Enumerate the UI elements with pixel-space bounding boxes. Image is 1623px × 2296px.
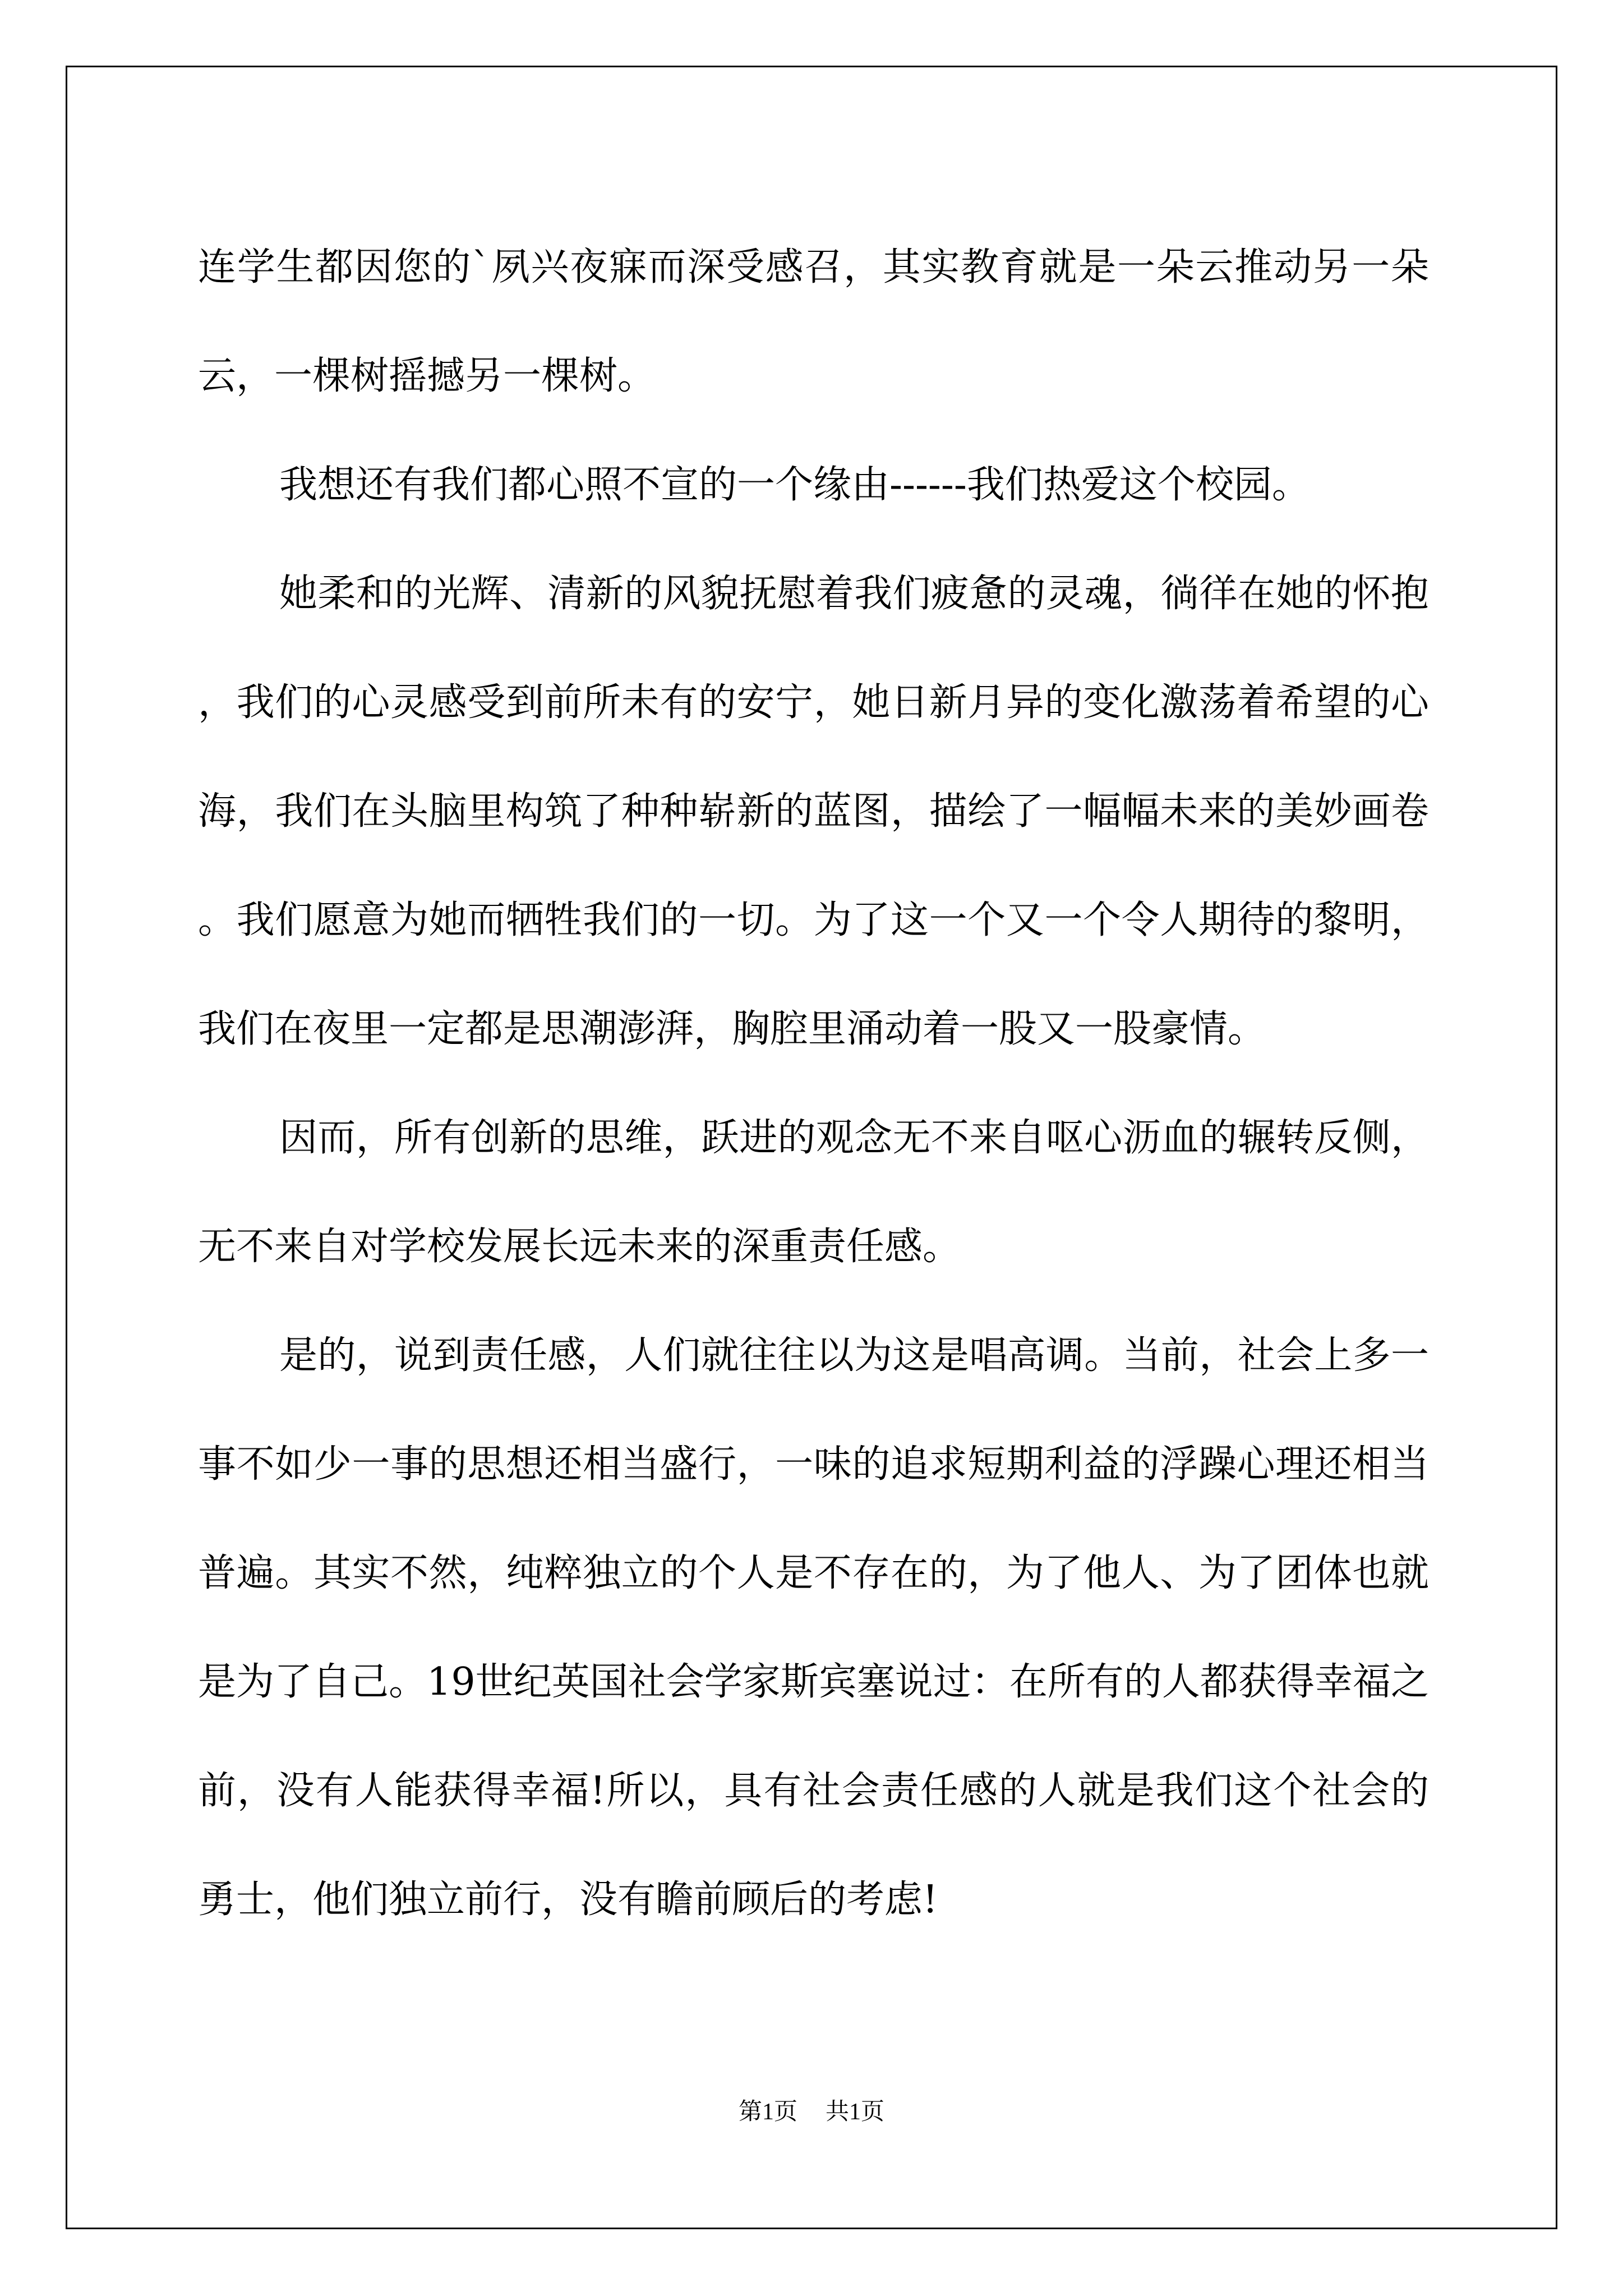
page-total: 共1页 (826, 2099, 885, 2125)
page-number: 第1页 (738, 2099, 797, 2125)
page-footer (0, 2095, 1623, 2129)
paragraph: 她柔和的光辉、清新的风貌抚慰着我们疲惫的灵魂，徜徉在她的怀抱，我们的心灵感受到前所未有的安宁，她日新月异的变化激荡着希望的心海，我们在头脑里构筑了种种崭新的蓝图，描绘了一幅幅未来的美妙画卷。我们愿意为她而牺牲我们的一切。为了这一个又一个令人期待的黎明，我们在夜里一定都是思潮澎湃，胸腔里涌动着一股又一股豪情。 (198, 572, 1429, 1051)
paragraph: 连学生都因您的`夙兴夜寐而深受感召，其实教育就是一朵云推动另一朵云，一棵树摇撼另一棵树。 (198, 245, 1429, 398)
document-body (198, 213, 1429, 1954)
paragraph: 我想还有我们都心照不宣的一个缘由------我们热爱这个校园。 (279, 463, 1310, 507)
paragraph: 是的，说到责任感，人们就往往以为这是唱高调。当前，社会上多一事不如少一事的思想还相当盛行，一味的追求短期利益的浮躁心理还相当普遍。其实不然，纯粹独立的个人是不存在的，为了他人、为了团体也就是为了自己。19世纪英国社会学家斯宾塞说过：在所有的人都获得幸福之前，没有人能获得幸福!所以，具有社会责任感的人就是我们这个社会的勇士，他们独立前行，没有瞻前顾后的考虑! (198, 1333, 1429, 1922)
paragraph: 因而，所有创新的思维，跃进的观念无不来自呕心沥血的辗转反侧，无不来自对学校发展长远未来的深重责任感。 (198, 1116, 1429, 1269)
